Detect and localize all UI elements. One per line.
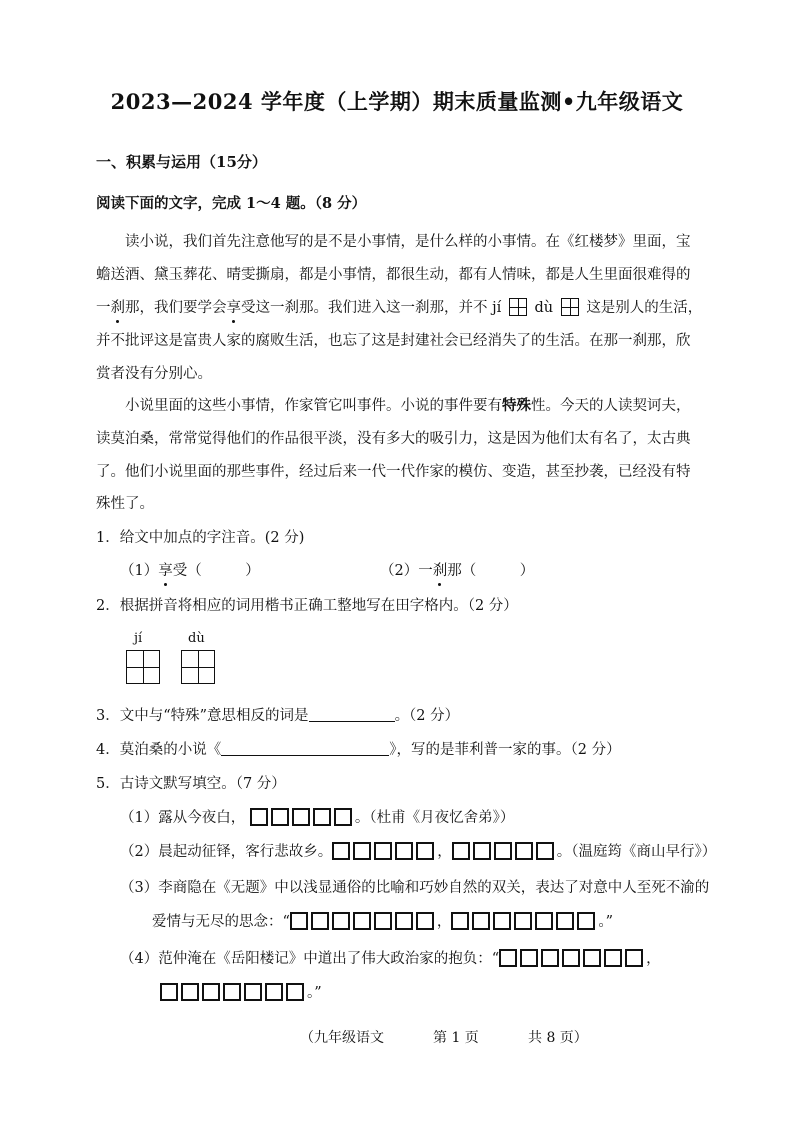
char-boxes[interactable] (290, 912, 437, 936)
passage-text: 受这一刹那。我们进入这一刹那，并不 jí (241, 300, 502, 316)
passage-text: 一 (96, 300, 111, 316)
char-boxes[interactable] (499, 949, 646, 973)
section-heading: 一、积累与运用（15分） (96, 153, 267, 171)
question-2: 2．根据拼音将相应的词用楷书正确工整地写在田字格内。（2 分） (96, 598, 518, 614)
poem-source: 。（杜甫《月夜忆舍弟》） (354, 810, 515, 826)
passage-line: 并不批评这是富贵人家的腐败生活，也忘了这是封建社会已经消失了的生活。在那一刹那，欣 (96, 333, 691, 349)
answer-underline[interactable] (221, 741, 389, 756)
passage-text: 这是别人的生活， (586, 300, 703, 316)
char-boxes[interactable] (332, 842, 437, 866)
punctuation: ， (437, 844, 452, 860)
footer-subject: （九年级语文 (300, 1030, 384, 1046)
char-boxes[interactable] (160, 983, 307, 1007)
question-text: 3．文中与“特殊”意思相反的词是 (96, 708, 309, 724)
question-text: 。（2 分） (394, 708, 460, 724)
question-1: 1．给文中加点的字注音。(2 分) (96, 530, 305, 546)
passage-line: 读莫泊桑，常常觉得他们的作品很平淡，没有多大的吸引力，这是因为他们太有名了，太古典 (96, 431, 691, 447)
item-number: （1） (120, 563, 159, 579)
question-text: 4．莫泊桑的小说《 (96, 742, 222, 758)
char-boxes[interactable] (451, 912, 598, 936)
exam-title: 2023—2024 学年度（上学期）期末质量监测•九年级语文 (110, 89, 684, 114)
tian-grid-box[interactable] (509, 298, 527, 316)
char-boxes[interactable] (250, 808, 355, 832)
passage-line: 读小说，我们首先注意他写的是不是小事情，是什么样的小事情。在《红楼梦》里面，宝 (125, 234, 691, 250)
question-5: 5．古诗文默写填空。（7 分） (96, 776, 286, 792)
poem-source: 。（温庭筠《商山早行》） (556, 844, 717, 860)
answer-blank[interactable]: 受（ ） (172, 563, 260, 579)
answer-underline[interactable] (309, 707, 395, 722)
question-4 (96, 740, 621, 760)
punctuation: ， (646, 951, 661, 967)
passage-line: 赏者没有分别心。 (96, 366, 212, 382)
passage-line: 殊性了。 (96, 496, 154, 512)
dotted-char: 刹 (432, 563, 448, 579)
q5-item-3: （3）李商隐在《无题》中以浅显通俗的比喻和巧妙自然的双关，表达了对意中人至死不渝的 (120, 880, 710, 896)
q1-item-2 (380, 561, 534, 581)
char-boxes[interactable] (452, 842, 557, 866)
poem-text: （1）露从今夜白， (120, 810, 246, 826)
question-text: 》，写的是菲利普一家的事。（2 分） (389, 742, 621, 758)
passage-line (125, 396, 691, 416)
passage-line: 蟾送酒、黛玉葬花、晴雯撕扇，都是小事情，都很生动，都有人情味，都是人生里面很难得的 (96, 267, 691, 283)
q5-item-4-line2 (160, 983, 322, 1007)
dotted-char: 享 (158, 563, 173, 579)
punctuation: 。” (307, 985, 322, 1001)
footer-page-number: 第 1 页 (433, 1030, 479, 1046)
item-number: （2）一 (380, 563, 433, 579)
bold-word: 特殊 (502, 397, 531, 414)
passage-line (96, 298, 702, 318)
answer-blank[interactable]: 那（ ） (447, 563, 535, 579)
q5-item-2 (120, 842, 716, 866)
poem-text: （2）晨起动征铎，客行悲故乡。 (120, 844, 333, 860)
dotted-char: 刹 (110, 300, 125, 316)
q5-item-4 (120, 949, 661, 973)
punctuation: 。” (598, 914, 614, 930)
tian-grid-answer-1[interactable] (126, 650, 160, 684)
dotted-char: 享 (226, 300, 241, 316)
passage-line: 了。他们小说里面的那些事件，经过后来一代一代作家的模仿、变造，甚至抄袭，已经没有特 (96, 464, 691, 480)
punctuation: ， (436, 914, 452, 930)
passage-text: 性。今天的人读契诃夫， (531, 398, 691, 414)
reading-instruction: 阅读下面的文字，完成 1～4 题。（8 分） (96, 195, 367, 212)
pinyin-label: dù (188, 631, 205, 646)
tian-grid-box[interactable] (561, 298, 579, 316)
poem-text: （4）范仲淹在《岳阳楼记》中道出了伟大政治家的抱负：“ (120, 951, 500, 967)
question-3 (96, 706, 459, 726)
q5-item-3-line2 (152, 912, 613, 936)
q1-item-1 (120, 561, 260, 581)
pinyin-text: dù (534, 300, 554, 316)
passage-text: 那，我们要学会 (125, 300, 227, 316)
passage-text: 小说里面的这些小事情，作家管它叫事件。小说的事件要有 (125, 398, 502, 414)
footer-page-total: 共 8 页） (528, 1030, 588, 1046)
q5-item-1 (120, 808, 514, 832)
tian-grid-answer-2[interactable] (181, 650, 215, 684)
pinyin-label: jí (134, 631, 143, 646)
poem-text: 爱情与无尽的思念：“ (152, 914, 290, 930)
